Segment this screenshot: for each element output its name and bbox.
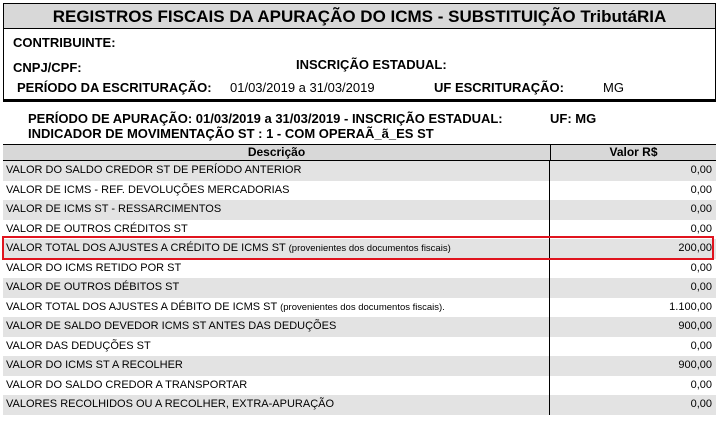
cnpj-label: CNPJ/CPF:: [13, 60, 82, 75]
table-body: [3, 161, 716, 415]
row-value: 0,00: [690, 222, 712, 235]
table-row: [3, 278, 716, 298]
row-value: 900,00: [678, 320, 712, 332]
uf-escrituracao-label: UF ESCRITURAÇÃO:: [434, 80, 564, 95]
uf-escrituracao-value: MG: [603, 80, 624, 95]
table-row: [3, 239, 716, 259]
row-description: VALOR DE OUTROS DÉBITOS ST: [6, 281, 180, 293]
taxpayer-header: [3, 29, 716, 102]
row-value: 900,00: [678, 359, 712, 371]
table-row: [3, 161, 716, 181]
row-description: VALOR DE OUTROS CRÉDITOS ST: [6, 222, 188, 235]
col-valor-header: Valor R$: [609, 145, 658, 159]
table-row: [3, 200, 716, 220]
row-value: 0,00: [690, 398, 712, 410]
row-note: (provenientes dos documentos fiscais).: [280, 301, 445, 313]
row-note: (provenientes dos documentos fiscais): [288, 243, 451, 254]
row-description: VALOR TOTAL DOS AJUSTES A CRÉDITO DE ICMS ST: [6, 242, 286, 254]
periodo-escrituracao-value: 01/03/2019 a 31/03/2019: [230, 80, 375, 95]
row-description: VALOR DO ICMS ST A RECOLHER: [6, 359, 183, 371]
table-row: [3, 317, 716, 337]
uf-apuracao: UF: MG: [550, 111, 597, 126]
apuracao-table: [3, 144, 716, 415]
table-row: [3, 259, 716, 279]
row-description: VALOR TOTAL DOS AJUSTES A DÉBITO DE ICMS ST: [6, 300, 278, 313]
table-row: [3, 337, 716, 357]
table-row: [3, 181, 716, 201]
row-value: 0,00: [690, 281, 712, 293]
table-header: [3, 144, 716, 161]
periodo-escrituracao-label: PERÍODO DA ESCRITURAÇÃO:: [17, 80, 212, 95]
row-description: VALOR DE ICMS - REF. DEVOLUÇÕES MERCADORIAS: [6, 183, 290, 196]
row-value: 0,00: [690, 183, 712, 196]
periodo-apuracao-line: PERÍODO DE APURAÇÃO: 01/03/2019 a 31/03/2019 - INSCRIÇÃO ESTADUAL:: [28, 111, 503, 126]
contribuinte-label: CONTRIBUINTE:: [13, 35, 116, 50]
table-row: [3, 220, 716, 240]
report-title: REGISTROS FISCAIS DA APURAÇÃO DO ICMS - SUBSTITUIÇÃO TributáRIA: [3, 3, 716, 29]
row-description: VALOR DAS DEDUÇÕES ST: [6, 339, 151, 352]
row-value: 0,00: [690, 339, 712, 352]
col-descricao-header: Descrição: [3, 145, 551, 160]
table-row: [3, 395, 716, 415]
row-value: 200,00: [678, 242, 712, 254]
row-description: VALOR DE ICMS ST - RESSARCIMENTOS: [6, 203, 222, 215]
table-row: [3, 376, 716, 396]
table-row: [3, 298, 716, 318]
indicador-movimentacao-line: INDICADOR DE MOVIMENTAÇÃO ST : 1 - COM OPERAÃ_ã_ES ST: [28, 126, 434, 141]
row-value: 0,00: [690, 203, 712, 215]
row-value: 0,00: [690, 164, 712, 176]
row-description: VALOR DO SALDO CREDOR A TRANSPORTAR: [6, 378, 248, 391]
row-description: VALOR DO ICMS RETIDO POR ST: [6, 261, 182, 274]
inscricao-estadual-label: INSCRIÇÃO ESTADUAL:: [296, 57, 447, 72]
table-row: [3, 356, 716, 376]
row-value: 0,00: [690, 261, 712, 274]
row-description: VALOR DE SALDO DEVEDOR ICMS ST ANTES DAS DEDUÇÕES: [6, 320, 337, 332]
row-description: VALOR DO SALDO CREDOR ST DE PERÍODO ANTERIOR: [6, 164, 302, 176]
row-description: VALORES RECOLHIDOS OU A RECOLHER, EXTRA-APURAÇÃO: [6, 398, 335, 410]
row-value: 0,00: [690, 378, 712, 391]
row-value: 1.100,00: [669, 300, 712, 313]
